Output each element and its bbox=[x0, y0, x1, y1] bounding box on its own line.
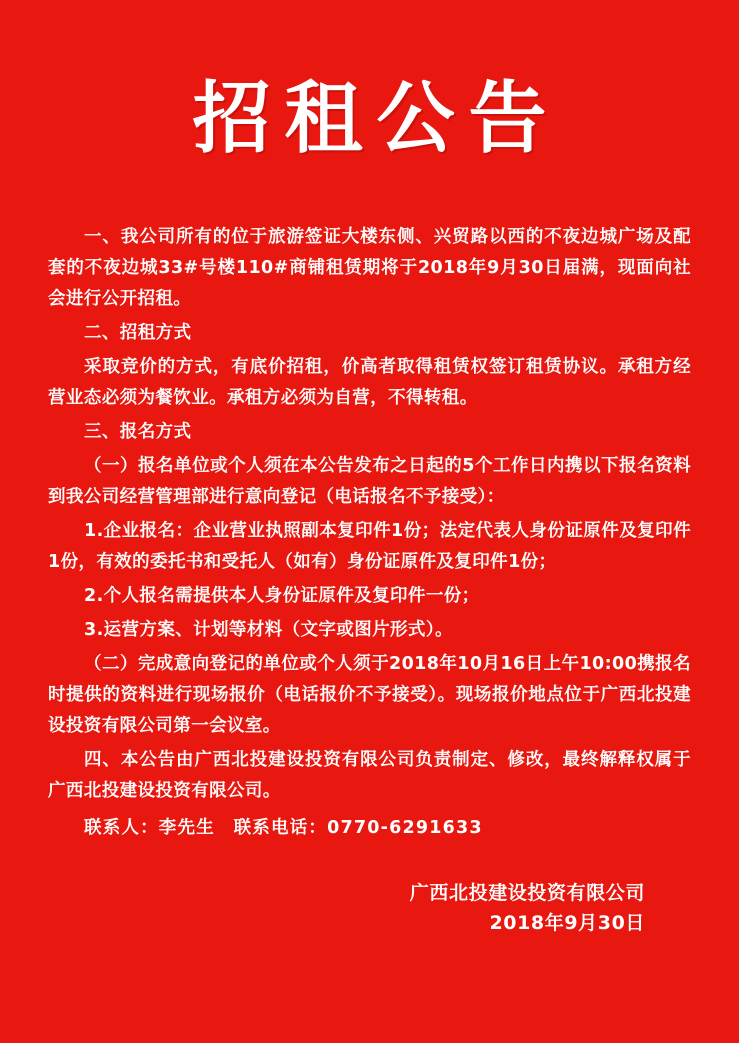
paragraph-5: （一）报名单位或个人须在本公告发布之日起的5个工作日内携以下报名资料到我公司经营管理部进行意向登记（电话报名不予接受）： bbox=[48, 455, 691, 507]
paragraph-8-item-3: 3.运营方案、计划等材料（文字或图片形式）。 bbox=[84, 619, 453, 640]
paragraph-4-heading: 三、报名方式 bbox=[84, 421, 192, 442]
paragraph-7-item-2: 2.个人报名需提供本人身份证原件及复印件一份； bbox=[84, 585, 480, 606]
signature-date: 2018年9月30日 bbox=[489, 911, 645, 934]
paragraph-10: 四、本公告由广西北投建设投资有限公司负责制定、修改，最终解释权属于广西北投建设投资有限公司。 bbox=[48, 749, 691, 801]
paragraph-9: （二）完成意向登记的单位或个人须于2018年10月16日上午10:00携报名时提供的资料进行现场报价（电话报价不予接受）。现场报价地点位于广西北投建设投资有限公司第一会议室。 bbox=[48, 653, 691, 736]
signature-company: 广西北投建设投资有限公司 bbox=[409, 881, 645, 904]
paragraph-3: 采取竞价的方式，有底价招租，价高者取得租赁权签订租赁协议。承租方经营业态必须为餐饮业。承租方必须为自营，不得转租。 bbox=[48, 356, 691, 408]
signature-block bbox=[48, 878, 691, 938]
announcement-body bbox=[48, 222, 691, 844]
paragraph-1: 一、我公司所有的位于旅游签证大楼东侧、兴贸路以西的不夜边城广场及配套的不夜边城33#号楼110#商铺租赁期将于2018年9月30日届满，现面向社会进行公开招租。 bbox=[48, 226, 691, 309]
contact-line: 联系人：李先生 联系电话：0770-6291633 bbox=[84, 817, 483, 838]
paragraph-6-item-1: 1.企业报名：企业营业执照副本复印件1份；法定代表人身份证原件及复印件1份，有效的委托书和受托人（如有）身份证原件及复印件1份； bbox=[48, 520, 691, 572]
paragraph-2-heading: 二、招租方式 bbox=[84, 322, 192, 343]
page-title: 招租公告 bbox=[192, 73, 561, 164]
